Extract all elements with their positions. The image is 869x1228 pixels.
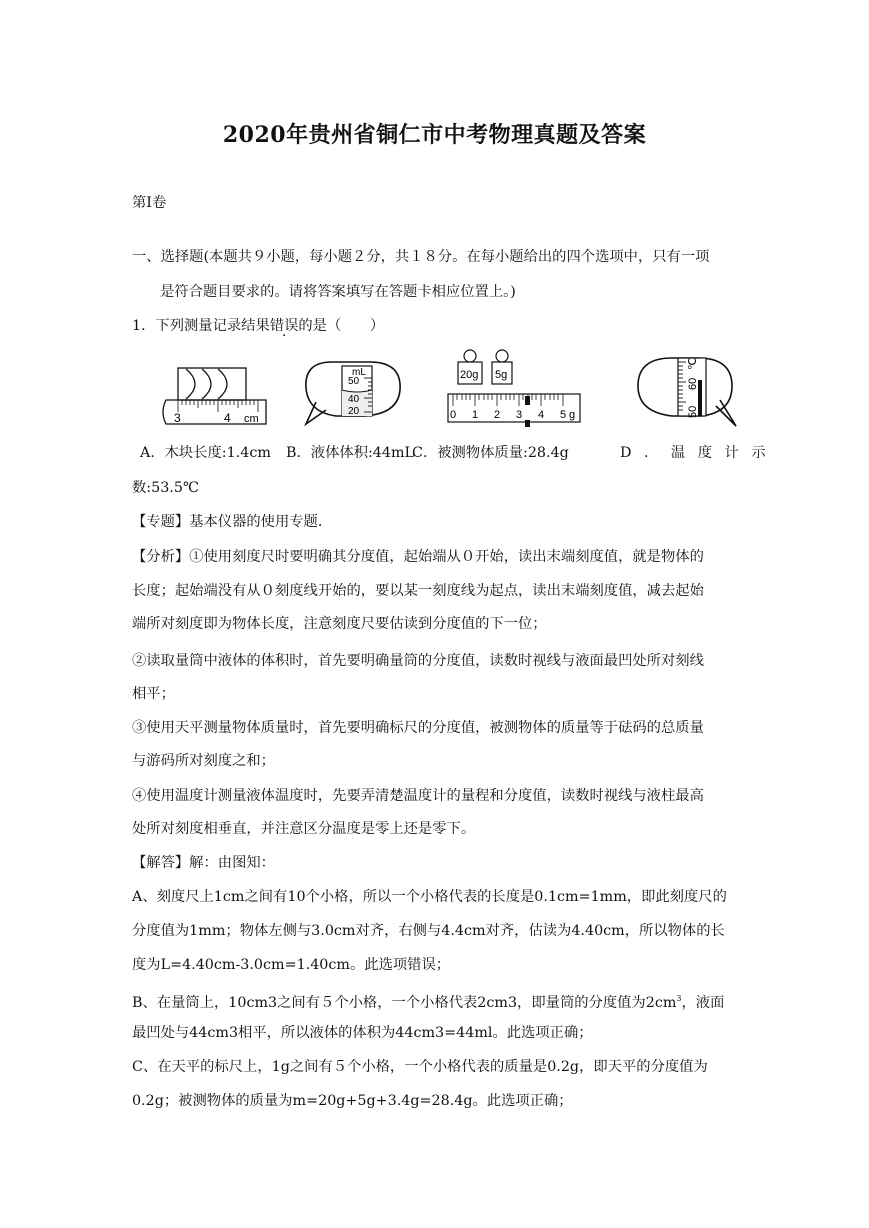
scale-label-0: 0 bbox=[450, 409, 457, 421]
answer-b-line-2: 最凹处与44cm3相平，所以液体的体积为44cm3=44ml。此选项正确； bbox=[132, 1025, 593, 1041]
analysis-line-3: 端所对刻度即为物体长度，注意刻度尺要估读到分度值的下一位； bbox=[132, 616, 547, 632]
thermometer-mark-60: 60 bbox=[687, 377, 699, 390]
answer-heading: 【解答】解：由图知： bbox=[132, 855, 275, 871]
analysis-line-6: ③使用天平测量物体质量时，首先要明确标尺的分度值，被测物体的质量等于砝码的总质量 bbox=[132, 720, 704, 736]
cylinder-unit: mL bbox=[352, 367, 366, 378]
ruler-label-4: 4 bbox=[224, 411, 231, 425]
analysis-line-7: 与游码所对刻度之和； bbox=[132, 753, 275, 769]
question-1-stem-end: 的是（ ） bbox=[298, 318, 385, 334]
cubic-superscript: 3 bbox=[676, 994, 682, 1003]
scale-label-2: 2 bbox=[494, 409, 501, 421]
analysis-line-9: 处所对刻度相垂直，并注意区分温度是零上还是零下。 bbox=[132, 821, 476, 837]
part1-line1: 一、选择题(本题共９小题，每小题２分，共１８分。在每小题给出的四个选项中，只有一项 bbox=[132, 249, 710, 265]
rider-upper bbox=[525, 396, 530, 405]
scale-label-4: 4 bbox=[538, 409, 545, 421]
section-label: 第Ⅰ卷 bbox=[132, 195, 167, 211]
analysis-line-1: 【分析】①使用刻度尺时要明确其分度值，起始端从０开始，读出末端刻度值，就是物体的 bbox=[132, 549, 704, 565]
cylinder-figure bbox=[302, 354, 406, 430]
answer-b-line-1-end: ，液面 bbox=[681, 994, 725, 1011]
thermo-unit-group bbox=[687, 358, 699, 370]
cylinder-mark-40: 40 bbox=[348, 394, 360, 405]
option-c: C．被测物体质量:28.4g bbox=[412, 445, 569, 461]
ruler-figure bbox=[158, 360, 270, 430]
part1-line2: 是符合题目要求的。请将答案填写在答题卡相应位置上。) bbox=[160, 284, 516, 300]
answer-c-line-1: C、在天平的标尺上，1g之间有５个小格，一个小格代表的质量是0.2g，即天平的分度值为 bbox=[132, 1059, 708, 1075]
answer-a-line-3: 度为L=4.40cm-3.0cm=1.40cm。此选项错误； bbox=[132, 957, 451, 973]
weight-knob-20g bbox=[464, 350, 476, 362]
page-title: 2020年贵州省铜仁市中考物理真题及答案 bbox=[222, 122, 647, 148]
scale-label-5: 5 bbox=[560, 409, 567, 421]
analysis-line-4: ②读取量筒中液体的体积时，首先要明确量筒的分度值，读数时视线与液面最凹处所对刻线 bbox=[132, 653, 704, 669]
question-1-emphasis: 错误 bbox=[269, 318, 299, 334]
thermometer-mark-50: 50 bbox=[687, 405, 699, 418]
thermometer-figure bbox=[632, 350, 738, 430]
thermo-60-group bbox=[687, 378, 699, 390]
cylinder-mark-20: 20 bbox=[348, 406, 360, 417]
rider-lower bbox=[525, 420, 530, 427]
weight-knob-5g bbox=[496, 350, 508, 362]
scale-label-g: g bbox=[569, 409, 576, 421]
option-b: B．液体体积:44mL bbox=[286, 445, 415, 461]
wood-block bbox=[178, 368, 246, 400]
cylinder-mark-50: 50 bbox=[348, 376, 360, 387]
balance-figure bbox=[444, 346, 586, 430]
analysis-line-2: 长度；起始端没有从０刻度线开始的，要以某一刻度线为起点，读出末端刻度值，减去起始 bbox=[132, 583, 704, 599]
thermo-50-group bbox=[687, 406, 699, 418]
wood-grain bbox=[186, 369, 227, 399]
weight-label-5g: 5g bbox=[495, 369, 508, 381]
question-1-stem bbox=[132, 316, 384, 336]
analysis-line-5: 相平； bbox=[132, 686, 175, 702]
answer-a-line-1: A、刻度尺上1cm之间有10个小格，所以一个小格代表的长度是0.1cm=1mm，即此刻度尺的 bbox=[132, 889, 727, 905]
answer-b-line-1-main: B、在量筒上，10cm3之间有５个小格，一个小格代表2cm3，即量筒的分度值为2cm bbox=[132, 994, 677, 1011]
scale-ticks bbox=[453, 394, 563, 406]
scale-label-1: 1 bbox=[472, 409, 479, 421]
option-a: A．木块长度:1.4cm bbox=[140, 445, 271, 461]
option-d: D ． 温 度 计 示 bbox=[620, 445, 766, 461]
question-1-stem-start: 1．下列测量记录结果 bbox=[132, 318, 270, 334]
option-d-continued: 数:53.5℃ bbox=[132, 480, 199, 496]
scale-label-3: 3 bbox=[516, 409, 523, 421]
ruler-label-cm: cm bbox=[244, 413, 259, 425]
analysis-line-8: ④使用温度计测量液体温度时，先要弄清楚温度计的量程和分度值，读数时视线与液柱最高 bbox=[132, 788, 704, 804]
answer-c-line-2: 0.2g；被测物体的质量为m=20g+5g+3.4g=28.4g。此选项正确； bbox=[132, 1093, 573, 1109]
thermometer-unit: ℃ bbox=[687, 357, 699, 370]
ruler-label-3: 3 bbox=[174, 411, 181, 425]
weight-label-20g: 20g bbox=[460, 369, 479, 381]
answer-b-line-1 bbox=[132, 989, 724, 1013]
topic-line: 【专题】基本仪器的使用专题． bbox=[132, 514, 333, 530]
answer-a-line-2: 分度值为1mm；物体左侧与3.0cm对齐，右侧与4.4cm对齐，估读为4.40cm，所以物体的长 bbox=[132, 923, 725, 939]
ruler-ticks bbox=[178, 400, 258, 412]
